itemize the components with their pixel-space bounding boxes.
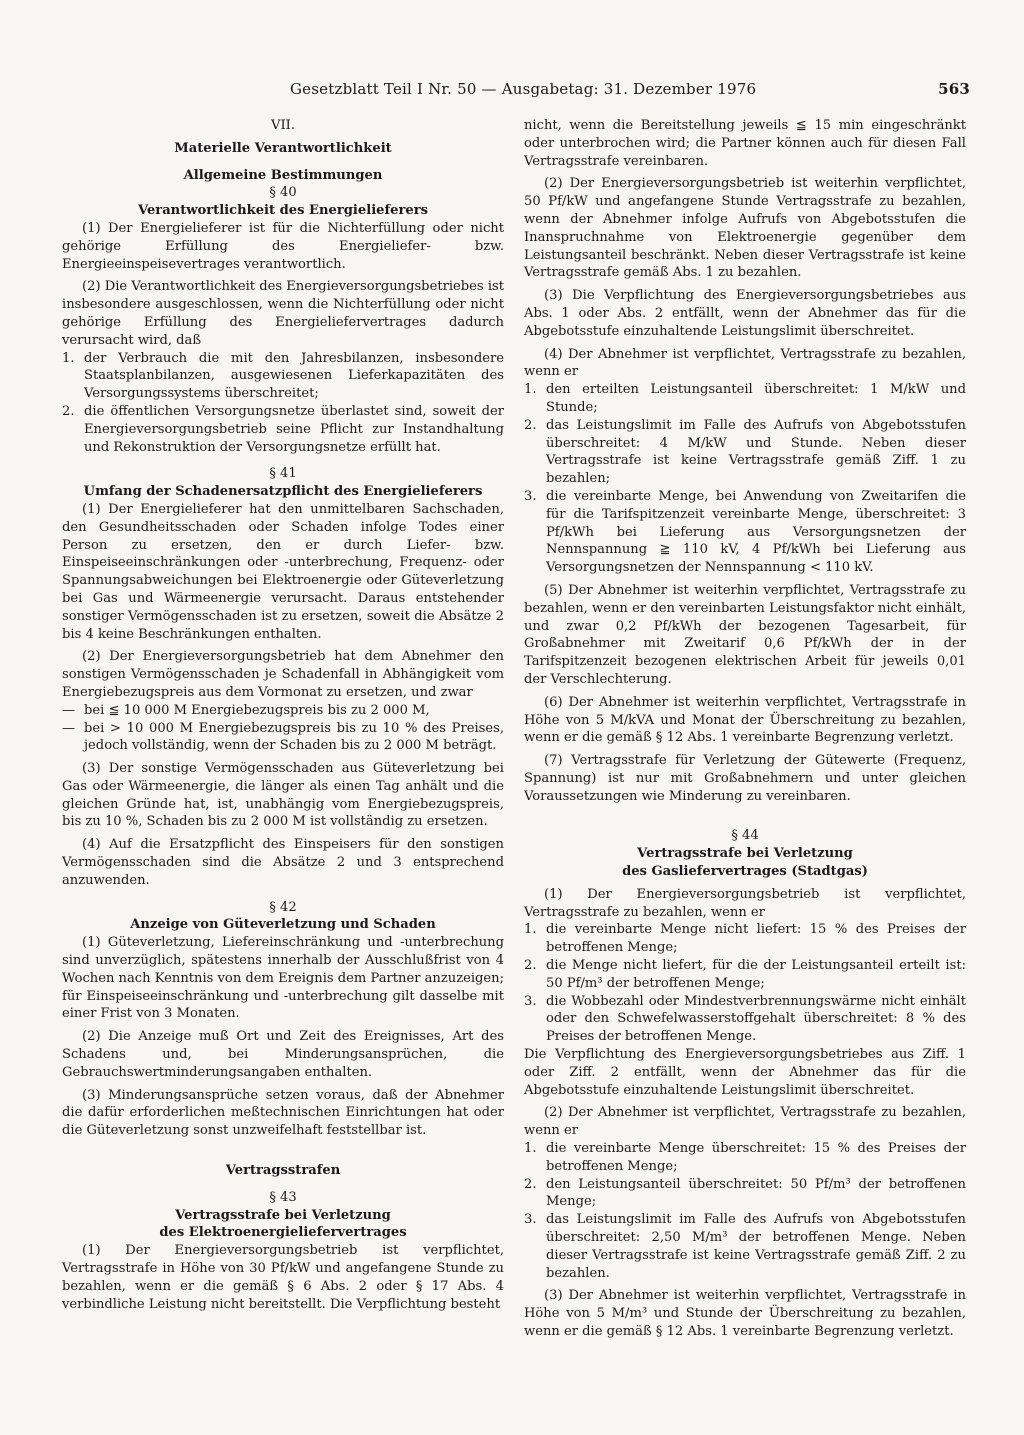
- list-item: 2. die öffentlichen Versorgungsnetze überlastet sind, soweit der Energieversorgungsbetrieb seine Pflicht zur Instandhaltung und Rekonstruktion der Versorgungsnetze erfüllt hat.: [62, 403, 504, 455]
- paragraph-43-5: (5) Der Abnehmer ist weiterhin verpflichtet, Vertragsstrafe zu bezahlen, wenn er den vereinbarten Leistungsfaktor nicht einhält, und zwar 0,2 Pf/kWh der bezogenen Tagesarbeit, für Großabnehmer mit Zweitarif 0,6 Pf/kWh der in der Tarifspitzenzeit bezogenen elektrischen Arbeit für jeweils 0,01 der Verschlechterung.: [524, 582, 966, 687]
- paragraph-43-title-line2: des Elektroenergieliefervertrages: [159, 1225, 407, 1241]
- paragraph-44-title-line1: Vertragsstrafe bei Verletzung: [637, 846, 853, 862]
- paragraph-44-1: (1) Der Energieversorgungsbetrieb ist verpflichtet, Vertragsstrafe zu bezahlen, wenn er: [524, 886, 966, 920]
- paragraph-43-4: (4) Der Abnehmer ist verpflichtet, Vertragsstrafe zu bezahlen, wenn er: [524, 346, 966, 380]
- paragraph-42-1: (1) Güteverletzung, Liefereinschränkung und -unterbrechung sind unverzüglich, spätestens innerhalb der Ausschlußfrist von 4 Wochen nach Kenntnis von dem Ereignis dem Partner anzuzeigen; für Einspeiseeinschränkung und -unterbrechung gilt dasselbe mit einer Frist von 3 Monaten.: [62, 935, 505, 1022]
- paragraph-44-number: § 44: [731, 828, 759, 844]
- list-item: 3. das Leistungslimit im Falle des Aufrufs von Abgebotsstufen überschreitet: 2,50 M/m³ der betroffenen Menge. Neben dieser Vertragsstrafe ist keine Vertragsstrafe gemäß Ziff. 2 zu bezahlen.: [524, 1212, 966, 1281]
- paragraph-44-1-after: Die Verpflichtung des Energieversorgungsbetriebes aus Ziff. 1 oder Ziff. 2 entfällt, wenn der Abnehmer das für die Abgebotsstufe einzuhaltende Leistungslimit überschreitet.: [524, 1047, 966, 1098]
- paragraph-43-1: (1) Der Energieversorgungsbetrieb ist verpflichtet, Vertragsstrafe in Höhe von 30 Pf/kW und angefangene Stunde zu bezahlen, wenn er die gemäß § 6 Abs. 2 oder § 17 Abs. 4 verbindliche Leistung nicht bereitstellt. Die Verpflichtung besteht: [62, 1243, 504, 1312]
- list-item: 1. die vereinbarte Menge überschreitet: 15 % des Preises der betroffenen Menge;: [524, 1141, 966, 1174]
- list-item: — bei > 10 000 M Energiebezugspreis bis zu 10 % des Preises, jedoch vollständig, wenn der Schaden bis zu 2 000 M beträgt.: [62, 720, 504, 754]
- paragraph-41-2: (2) Der Energieversorgungsbetrieb hat dem Abnehmer den sonstigen Vermögensschaden je Schadenfall in Abhängigkeit vom Energiebezugspreis aus dem Vormonat zu ersetzen, und zwar: [62, 649, 504, 700]
- paragraph-42-number: § 42: [269, 899, 297, 915]
- list-item: 3. die Wobbezahl oder Mindestverbrennungswärme nicht einhält oder den Schwefelwasserstoffgehalt überschreitet: 8 % des Preises der betroffenen Menge.: [524, 993, 966, 1045]
- paragraph-43-number: § 43: [269, 1189, 297, 1205]
- paragraph-40-title: Verantwortlichkeit des Energielieferers: [138, 203, 428, 219]
- list-item: 1. den erteilten Leistungsanteil überschreitet: 1 M/kW und Stunde;: [524, 382, 966, 415]
- paragraph-40-number: § 40: [269, 185, 297, 201]
- paragraph-41-title: Umfang der Schadenersatzpflicht des Energielieferers: [83, 484, 483, 500]
- paragraph-42-title: Anzeige von Güteverletzung und Schaden: [130, 917, 436, 933]
- paragraph-44-2: (2) Der Abnehmer ist verpflichtet, Vertragsstrafe zu bezahlen, wenn er: [524, 1105, 966, 1139]
- paragraph-40-2: (2) Die Verantwortlichkeit des Energieversorgungsbetriebes ist insbesondere ausgeschlossen, wenn die Nichterfüllung oder nicht gehörige Erfüllung des Energieliefervertrages dadurch verursacht wird, daß: [62, 279, 504, 348]
- page-header: [290, 80, 970, 102]
- paragraph-41-4: (4) Auf die Ersatzpflicht des Einspeisers für den sonstigen Vermögensschaden sind die Absätze 2 und 3 entsprechend anzuwenden.: [62, 837, 504, 888]
- paragraph-43-2: (2) Der Energieversorgungsbetrieb ist weiterhin verpflichtet, 50 Pf/kW und angefangene Stunde Vertragsstrafe zu bezahlen, wenn der Abnehmer infolge Aufrufs von Abgebotsstufen die Inanspruchnahme von Elektroenergie gegenüber dem Leistungsanteil beschränkt. Neben dieser Vertragsstrafe ist keine Vertragsstrafe gemäß Abs. 1 zu bezahlen.: [524, 176, 966, 281]
- list-item: — bei ≦ 10 000 M Energiebezugspreis bis zu 2 000 M,: [62, 702, 430, 718]
- paragraph-44-title-line2: des Gasliefervertrages (Stadtgas): [622, 864, 868, 880]
- list-item: 3. die vereinbarte Menge, bei Anwendung von Zweitarifen die für die Tarifspitzenzeit vereinbarte Menge, überschreitet: 3 Pf/kWh bei Lieferung aus Versorgungsnetzen der Nennspannung ≧ 110 kV, 4 Pf/kWh bei Lieferung aus Versorgungsnetzen der Nennspannung < 110 kV.: [524, 488, 966, 576]
- paragraph-43-3: (3) Die Verpflichtung des Energieversorgungsbetriebes aus Abs. 1 oder Abs. 2 entfällt, wenn der Abnehmer das für die Abgebotsstufe einzuhaltende Leistungslimit überschreitet.: [524, 288, 966, 339]
- chapter-number: VII.: [271, 118, 295, 133]
- paragraph-44-3: (3) Der Abnehmer ist weiterhin verpflichtet, Vertragsstrafe in Höhe von 5 M/m³ und Stunde der Überschreitung zu bezahlen, wenn er die gemäß § 12 Abs. 1 vereinbarte Begrenzung verletzt.: [524, 1288, 966, 1339]
- section-title: Allgemeine Bestimmungen: [183, 167, 383, 183]
- paragraph-43-6: (6) Der Abnehmer ist weiterhin verpflichtet, Vertragsstrafe in Höhe von 5 M/kVA und Monat der Überschreitung zu bezahlen, wenn er die gemäß § 12 Abs. 1 vereinbarte Begrenzung verletzt.: [524, 694, 966, 746]
- list-item: 2. die Menge nicht liefert, für die der Leistungsanteil erteilt ist: 50 Pf/m³ der betroffenen Menge;: [524, 958, 966, 991]
- list-item: 2. den Leistungsanteil überschreitet: 50 Pf/m³ der betroffenen Menge;: [524, 1176, 966, 1210]
- list-item: 1. der Verbrauch die mit den Jahresbilanzen, insbesondere Staatsplanbilanzen, ausgewiesenen Lieferkapazitäten des Versorgungssystems überschreitet;: [62, 350, 504, 402]
- paragraph-41-1: (1) Der Energielieferer hat den unmittelbaren Sachschaden, den Gesundheitsschaden oder Schaden infolge Todes einer Person zu ersetzen, den er durch Liefer- bzw. Einspeiseeinschränkungen oder -unterbrechung, Frequenz- oder Spannungsabweichungen bei Elektroenergie oder Güteverletzung bei Gas und Wärmeenergie verursacht. Daraus entstehender sonstiger Vermögensschaden ist zu ersetzen, soweit die Absätze 2 bis 4 keine Beschränkungen enthalten.: [62, 501, 504, 642]
- paragraph-41-3: (3) Der sonstige Vermögensschaden aus Güteverletzung bei Gas oder Wärmeenergie, die länger als einen Tag anhält und die gleichen Gründe hat, ist, unabhängig vom Energiebezugspreis, bis zu 10 %, Schaden bis zu 2 000 M ist vollständig zu ersetzen.: [62, 761, 504, 830]
- section-vertragsstrafen-title: Vertragsstrafen: [225, 1163, 341, 1179]
- gazette-title: Gesetzblatt Teil I Nr. 50 — Ausgabetag: 31. Dezember 1976: [290, 80, 757, 98]
- right-column: [524, 117, 966, 1341]
- list-item: 2. das Leistungslimit im Falle des Aufrufs von Abgebotsstufen überschreitet: 4 M/kW und Stunde. Neben dieser Vertragsstrafe ist keine Vertragsstrafe gemäß Ziff. 1 zu bezahlen;: [524, 417, 966, 487]
- paragraph-40-1: (1) Der Energielieferer ist für die Nichterfüllung oder nicht gehörige Erfüllung des Energieliefer- bzw. Energieeinspeisevertrages verantwortlich.: [62, 220, 504, 272]
- paragraph-41-number: § 41: [269, 466, 297, 482]
- paragraph-43-1-continued: nicht, wenn die Bereitstellung jeweils ≦ 15 min eingeschränkt oder unterbrochen wird; die Partner können auch für diesen Fall Vertragsstrafe vereinbaren.: [524, 118, 966, 169]
- paragraph-43-title-line1: Vertragsstrafe bei Verletzung: [175, 1207, 391, 1223]
- left-column: [62, 117, 504, 1313]
- paragraph-42-3: (3) Minderungsansprüche setzen voraus, daß der Abnehmer die dafür erforderlichen meßtechnischen Einrichtungen hat oder die Güteverletzung sonst unzweifelhaft feststellbar ist.: [62, 1087, 504, 1139]
- list-item: 1. die vereinbarte Menge nicht liefert: 15 % des Preises der betroffenen Menge;: [524, 922, 966, 956]
- paragraph-42-2: (2) Die Anzeige muß Ort und Zeit des Ereignisses, Art des Schadens und, bei Minderungsansprüchen, die Gebrauchswertminderungsangaben enthalten.: [62, 1029, 504, 1080]
- paragraph-43-7: (7) Vertragsstrafe für Verletzung der Gütewerte (Frequenz, Spannung) ist nur mit Großabnehmern und unter gleichen Voraussetzungen wie Minderung zu vereinbaren.: [524, 753, 966, 804]
- chapter-title: Materielle Verantwortlichkeit: [174, 140, 392, 156]
- page-number: 563: [938, 80, 970, 98]
